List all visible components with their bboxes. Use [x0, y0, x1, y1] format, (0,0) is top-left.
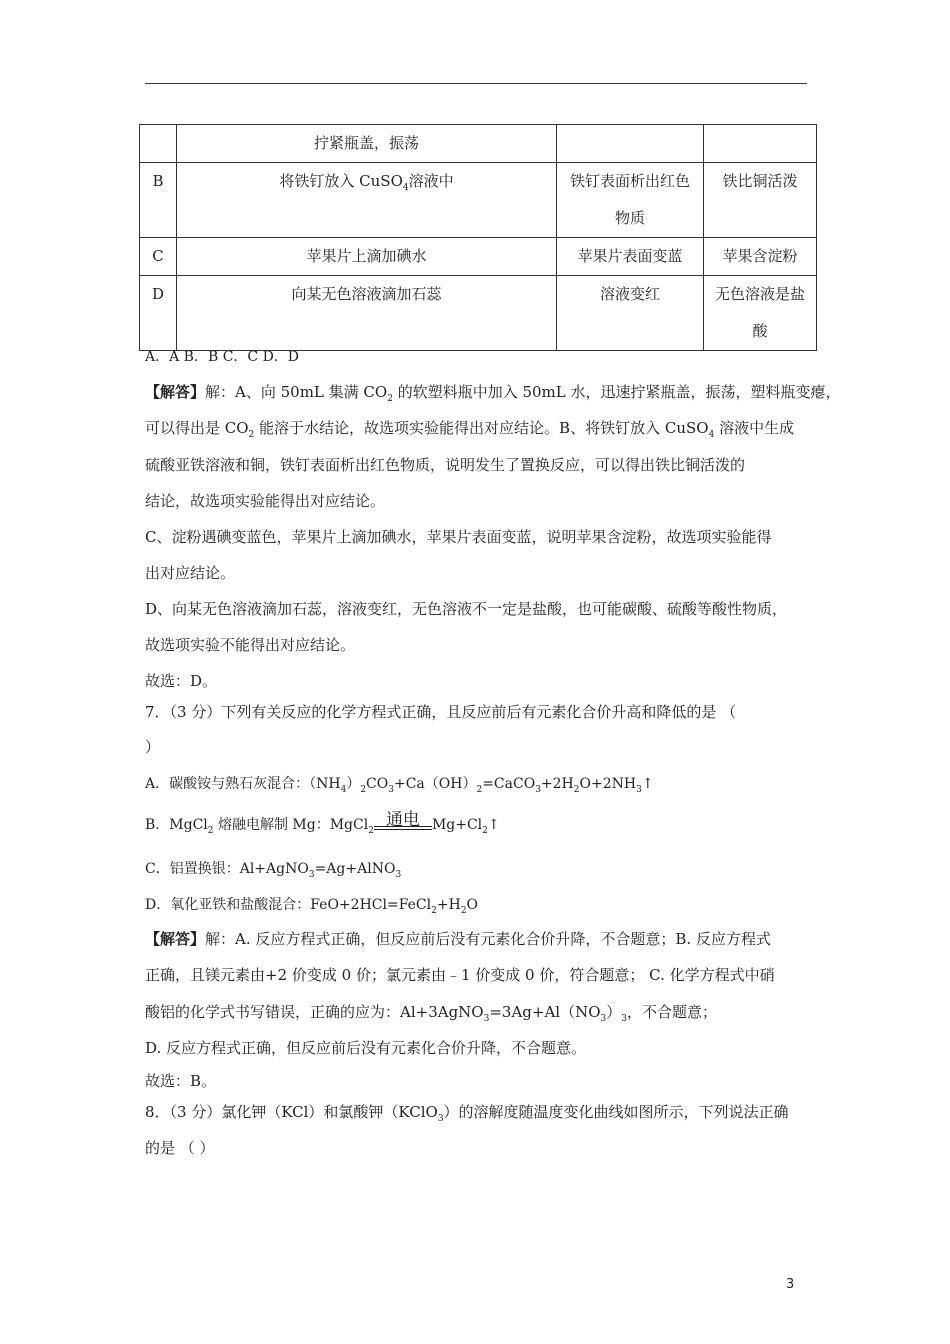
q6-answer-line: 【解答】解：A、向 50mL 集满 $CO_2$ 的软塑料瓶中加入 50mL 水，迅速拧紧瓶盖，振荡，塑料瓶变瘪，	[145, 383, 841, 404]
table-row	[140, 238, 817, 276]
operation-cell: 苹果片上滴加碘水	[177, 238, 557, 276]
q6-options: A．A B．B C．C D．D	[145, 349, 300, 365]
q7-answer-line: D. 反应方程式正确，但反应前后没有元素化合价升降，不合题意。	[145, 1039, 587, 1057]
operation-cell: 将铁钉放入 CuSO$_4$溶液中	[177, 163, 557, 238]
q7-option-b: B．MgCl$_2$ 熔融电解制 Mg：MgCl$_2$ 通电 $Mg+Cl_2↑$	[145, 809, 500, 836]
q6-answer-line: 结论，故选项实验能得出对应结论。	[145, 492, 386, 510]
page-number: 3	[786, 1277, 795, 1292]
phenomenon-cell: 铁钉表面析出红色物质	[557, 163, 704, 238]
q7-answer-line: 酸铝的化学式书写错误，正确的应为：$Al+3AgNO_3=3Ag+Al(NO_3)_3$，不合题意；	[145, 1003, 718, 1024]
q6-answer-line: 硫酸亚铁溶液和铜，铁钉表面析出红色物质，说明发生了置换反应，可以得出铁比铜活泼的	[145, 456, 746, 474]
q6-answer-line: D、向某无色溶液滴加石蕊，溶液变红，无色溶液不一定是盐酸，也可能碳酸、硫酸等酸性物质，	[145, 600, 788, 618]
q6-answer-line: 故选：D。	[145, 672, 218, 690]
phenomenon-cell	[557, 125, 704, 163]
q7-option-c: C．铝置换银：Al+AgNO$_3$=Ag+AlNO$_3$	[145, 861, 402, 880]
conclusion-cell: 铁比铜活泼	[704, 163, 817, 238]
q6-answer-line: 可以得出是 $CO_2$ 能溶于水结论，故选项实验能得出对应结论。B、将铁钉放入 CuSO$_4$ 溶液中生成	[145, 419, 795, 440]
q8-stem-end: 的是 （ ）	[145, 1139, 215, 1157]
q8-stem: 8．（3 分）氯化钾（KCl）和氯酸钾（KClO$_3$）的溶解度随温度变化曲线如图所示，下列说法正确	[145, 1103, 789, 1124]
q7-option-a: A．碳酸铵与熟石灰混合：$(NH_4)_2CO_3+Ca(OH)_2=CaCO_3+2H_2O+2NH_3↑$	[145, 776, 654, 795]
q7-answer-line: 【解答】解：A. 反应方程式正确，但反应前后没有元素化合价升降，不合题意；B. 反应方程式	[145, 930, 771, 948]
q7-stem-end: ）	[145, 738, 161, 756]
conclusion-cell: 苹果含淀粉	[704, 238, 817, 276]
operation-cell: 拧紧瓶盖，振荡	[177, 125, 557, 163]
q7-answer-line: 故选：B。	[145, 1072, 217, 1090]
q7-answer-line: 正确，且镁元素由+2 价变成 0 价；氯元素由﹣1 价变成 0 价，符合题意； C. 化学方程式中硝	[145, 966, 775, 984]
q7-stem: 7．（3 分）下列有关反应的化学方程式正确，且反应前后有元素化合价升高和降低的是 （	[145, 703, 737, 721]
table-row	[140, 163, 817, 238]
operation-cell: 向某无色溶液滴加石蕊	[177, 276, 557, 351]
row-label	[140, 125, 177, 163]
table-row	[140, 125, 817, 163]
reaction-condition: 通电	[374, 826, 432, 836]
q7-option-d: D．氧化亚铁和盐酸混合：$FeO+2HCl=FeCl_2+H_2O$	[145, 897, 479, 916]
q6-answer-line: C、淀粉遇碘变蓝色，苹果片上滴加碘水，苹果片表面变蓝，说明苹果含淀粉，故选项实验能得	[145, 528, 772, 546]
row-label: D	[140, 276, 177, 351]
row-label: B	[140, 163, 177, 238]
conclusion-cell: 无色溶液是盐酸	[704, 276, 817, 351]
phenomenon-cell: 溶液变红	[557, 276, 704, 351]
table-row	[140, 276, 817, 351]
conclusion-cell	[704, 125, 817, 163]
experiment-table	[139, 124, 817, 351]
row-label: C	[140, 238, 177, 276]
phenomenon-cell: 苹果片表面变蓝	[557, 238, 704, 276]
q6-answer-line: 故选项实验不能得出对应结论。	[145, 636, 356, 654]
header-rule	[145, 83, 807, 84]
q6-answer-line: 出对应结论。	[145, 564, 236, 582]
